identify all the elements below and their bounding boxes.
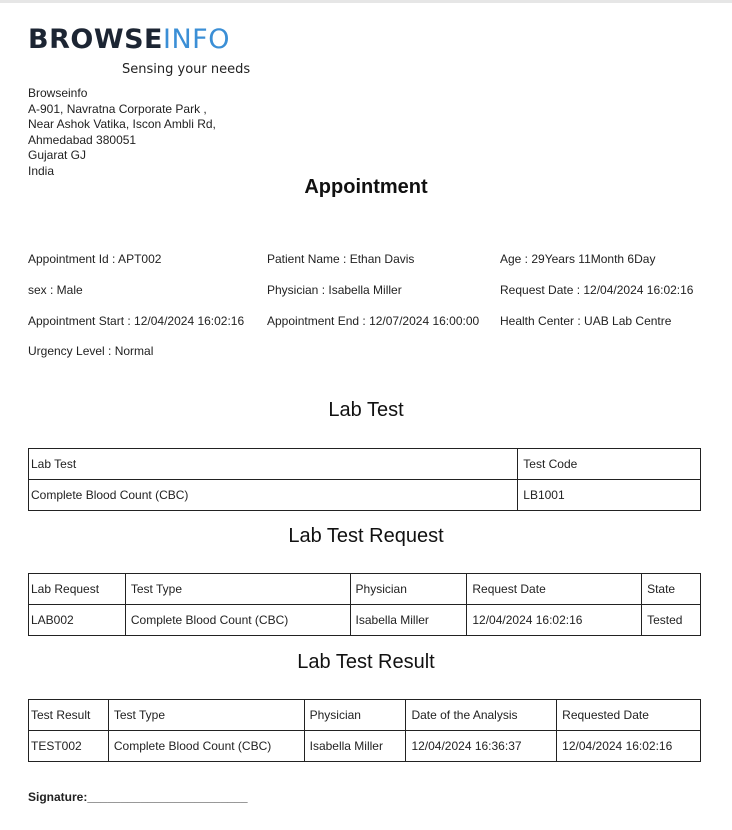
column-header: Physician <box>350 574 467 605</box>
address-state: Gujarat GJ <box>28 148 87 162</box>
table-cell: Complete Blood Count (CBC) <box>108 731 304 762</box>
column-header: Test Result <box>29 700 109 731</box>
table-row <box>29 731 701 762</box>
patient-name-field: Patient Name : Ethan Davis <box>267 252 415 266</box>
table-cell: Complete Blood Count (CBC) <box>29 480 518 511</box>
lab-test-result-heading: Lab Test Result <box>297 651 435 673</box>
request-date-field: Request Date : 12/04/2024 16:02:16 <box>500 283 694 297</box>
address-city: Ahmedabad 380051 <box>28 132 137 147</box>
column-header: Test Type <box>125 574 350 605</box>
column-header: Test Type <box>108 700 304 731</box>
sex-field: sex : Male <box>28 283 83 297</box>
lab-test-request-table <box>28 573 701 636</box>
table-cell: 12/04/2024 16:36:37 <box>406 731 557 762</box>
table-header-row <box>29 449 701 480</box>
table-cell: TEST002 <box>29 731 109 762</box>
company-logo <box>28 24 251 82</box>
logo-info-text: INFO <box>163 24 230 55</box>
address-line-1: A-901, Navratna Corporate Park , <box>28 101 207 116</box>
table-cell: Isabella Miller <box>350 605 467 636</box>
table-cell: LB1001 <box>518 480 701 511</box>
table-header-row <box>29 574 701 605</box>
appointment-start-field: Appointment Start : 12/04/2024 16:02:16 <box>28 314 245 328</box>
appointment-end-field: Appointment End : 12/07/2024 16:00:00 <box>267 314 480 328</box>
address-country: India <box>28 163 55 178</box>
page-title: Appointment <box>304 176 428 198</box>
column-header: Lab Request <box>29 574 126 605</box>
address-line-2: Near Ashok Vatika, Iscon Ambli Rd, <box>28 117 216 131</box>
column-header: Physician <box>304 700 406 731</box>
table-cell: LAB002 <box>29 605 126 636</box>
table-cell: Tested <box>642 605 701 636</box>
table-cell: 12/04/2024 16:02:16 <box>557 731 701 762</box>
column-header: Date of the Analysis <box>406 700 557 731</box>
urgency-level-field: Urgency Level : Normal <box>28 344 154 358</box>
column-header: Test Code <box>518 449 701 480</box>
table-cell: Isabella Miller <box>304 731 406 762</box>
table-header-row <box>29 700 701 731</box>
column-header: Request Date <box>467 574 642 605</box>
company-address <box>28 86 216 179</box>
table-row <box>29 480 701 511</box>
age-field: Age : 29Years 11Month 6Day <box>500 252 656 266</box>
logo-browse-text: BROWSE <box>28 24 163 55</box>
health-center-field: Health Center : UAB Lab Centre <box>500 314 672 328</box>
physician-field: Physician : Isabella Miller <box>267 283 402 297</box>
column-header: Lab Test <box>29 449 518 480</box>
lab-test-heading: Lab Test <box>328 399 404 421</box>
lab-test-request-heading: Lab Test Request <box>288 525 444 547</box>
table-row <box>29 605 701 636</box>
column-header: Requested Date <box>557 700 701 731</box>
lab-test-table <box>28 448 701 511</box>
signature-line: Signature:________________________ <box>28 790 248 804</box>
address-company-name: Browseinfo <box>28 86 88 100</box>
appointment-id-field: Appointment Id : APT002 <box>28 252 162 266</box>
lab-test-result-table <box>28 699 701 762</box>
table-cell: 12/04/2024 16:02:16 <box>467 605 642 636</box>
top-border <box>0 0 732 3</box>
column-header: State <box>642 574 701 605</box>
logo-tagline: Sensing your needs <box>122 62 251 77</box>
table-cell: Complete Blood Count (CBC) <box>125 605 350 636</box>
